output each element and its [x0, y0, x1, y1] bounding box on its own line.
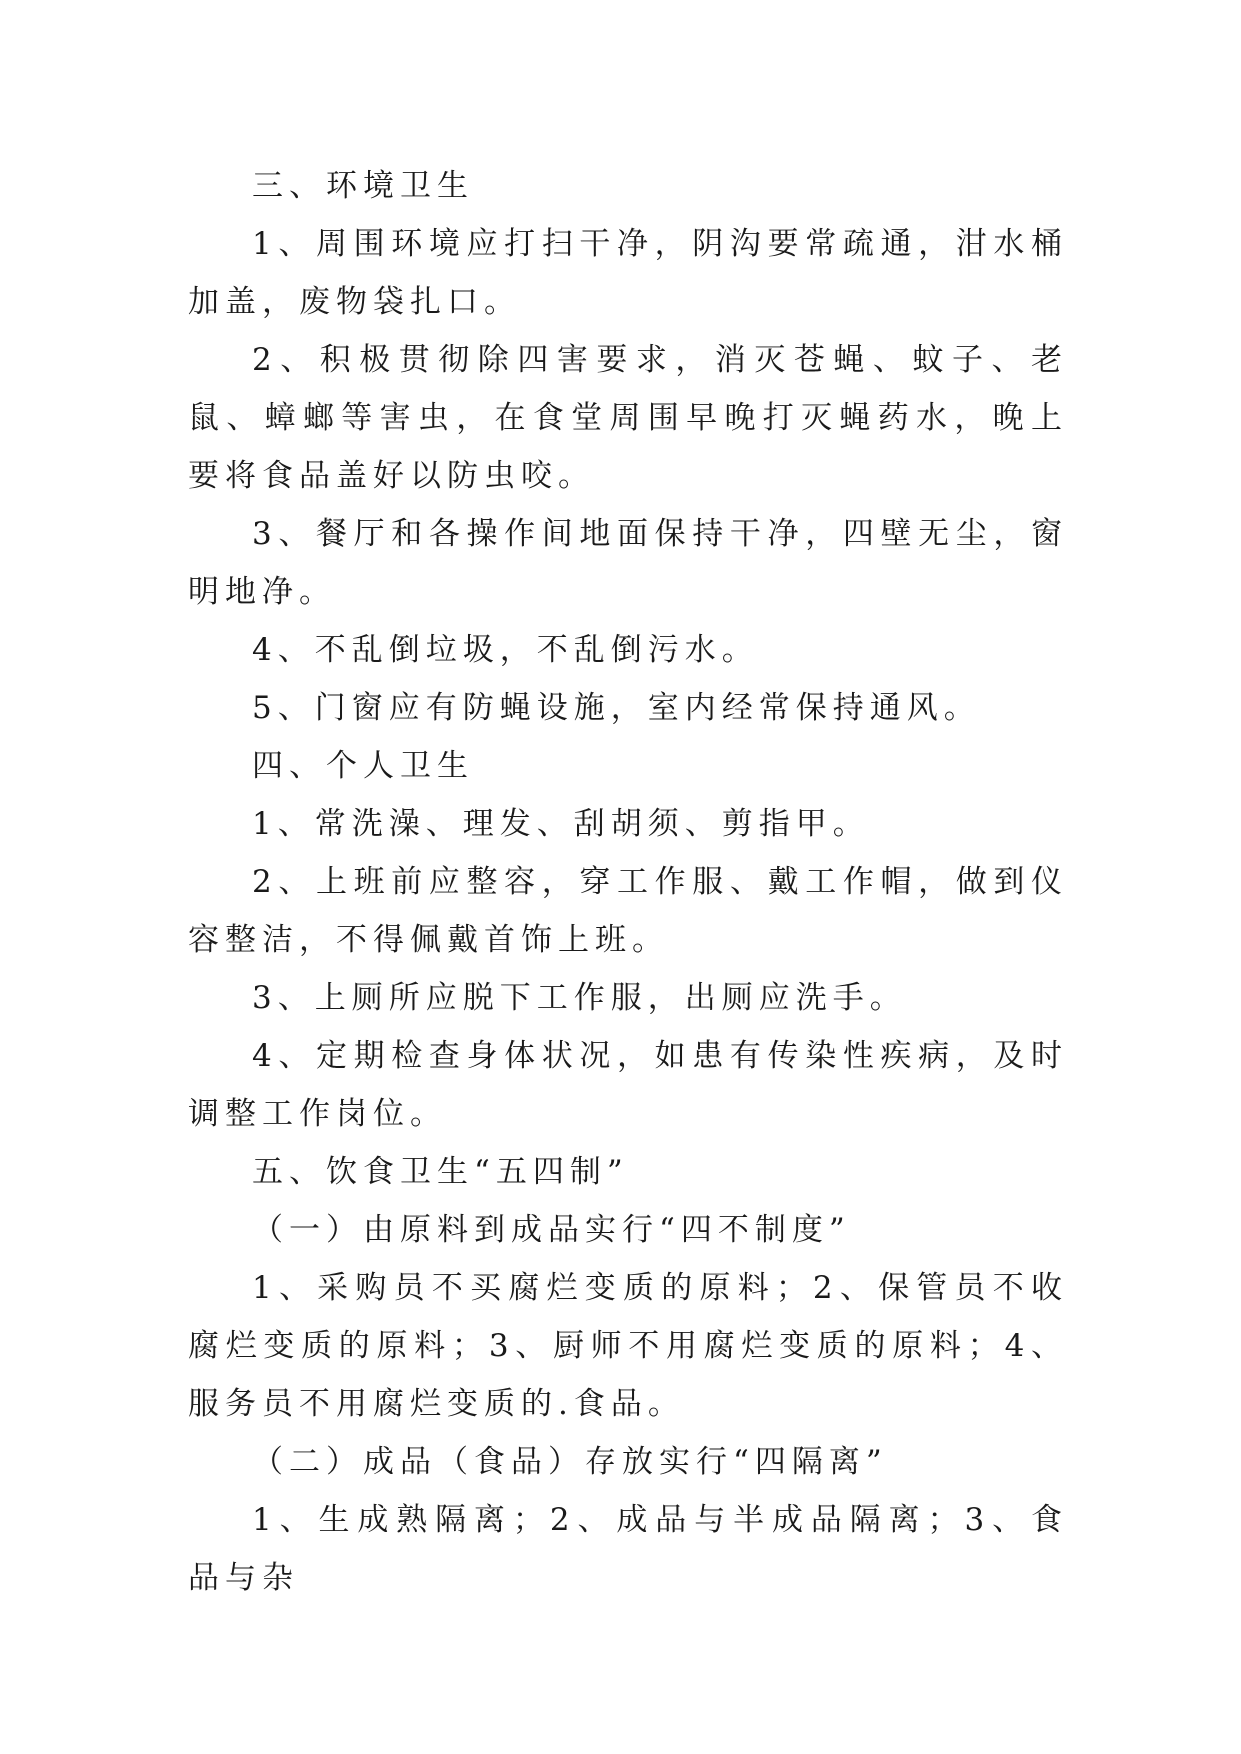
paragraph-personal-item-2: 2、上班前应整容，穿工作服、戴工作帽，做到仪容整洁，不得佩戴首饰上班。 [188, 864, 1068, 958]
paragraph-environment-item-5: 5、门窗应有防蝇设施，室内经常保持通风。 [252, 690, 981, 726]
paragraph-four-nots-items: 1、采购员不买腐烂变质的原料；2、保管员不收腐烂变质的原料；3、厨师不用腐烂变质的原料；4、服务员不用腐烂变质的.食品。 [188, 1270, 1068, 1422]
subsection-heading-four-separations: （二）成品（食品）存放实行“四隔离” [252, 1444, 888, 1480]
document-body [188, 157, 1068, 1607]
paragraph-environment-item-2: 2、积极贯彻除四害要求，消灭苍蝇、蚊子、老鼠、蟑螂等害虫，在食堂周围早晚打灭蝇药水，晚上要将食品盖好以防虫咬。 [188, 342, 1068, 494]
section-heading-environment-hygiene: 三、环境卫生 [252, 168, 474, 204]
paragraph-personal-item-4: 4、定期检查身体状况，如患有传染性疾病，及时调整工作岗位。 [188, 1038, 1068, 1132]
paragraph-environment-item-1: 1、周围环境应打扫干净，阴沟要常疏通，泔水桶加盖，废物袋扎口。 [188, 226, 1068, 320]
paragraph-four-separations-items: 1、生成熟隔离；2、成品与半成品隔离；3、食品与杂 [188, 1502, 1068, 1596]
paragraph-personal-item-1: 1、常洗澡、理发、刮胡须、剪指甲。 [252, 806, 870, 842]
section-heading-personal-hygiene: 四、个人卫生 [252, 748, 474, 784]
section-heading-food-hygiene: 五、饮食卫生“五四制” [252, 1154, 629, 1190]
paragraph-personal-item-3: 3、上厕所应脱下工作服，出厕应洗手。 [252, 980, 907, 1016]
paragraph-environment-item-3: 3、餐厅和各操作间地面保持干净，四壁无尘，窗明地净。 [188, 516, 1068, 610]
subsection-heading-four-nots: （一）由原料到成品实行“四不制度” [252, 1212, 851, 1248]
paragraph-environment-item-4: 4、不乱倒垃圾，不乱倒污水。 [252, 632, 759, 668]
